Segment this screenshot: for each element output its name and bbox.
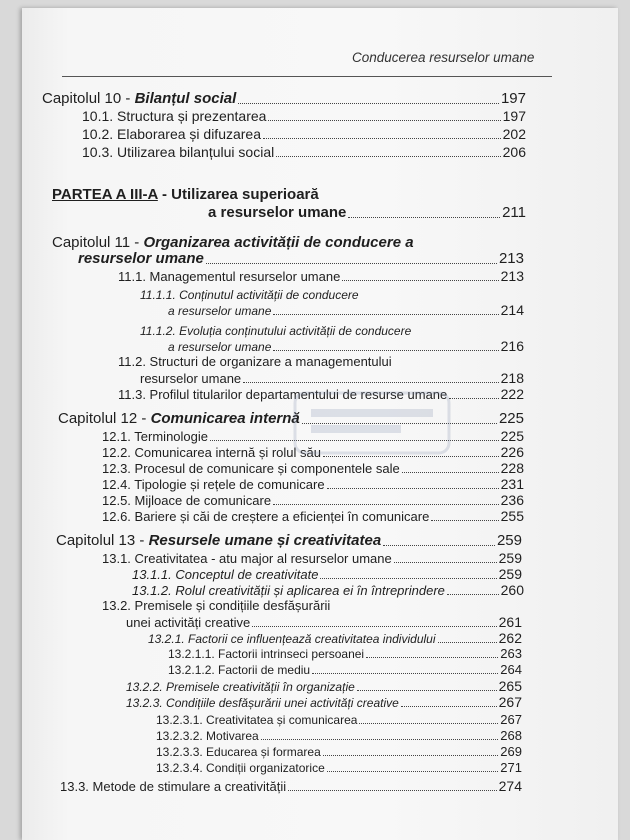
page-number: 214 [500, 302, 524, 318]
chapter-title-cont: resurselor umane [78, 250, 204, 267]
dot-leader [431, 520, 498, 521]
page-number: 259 [498, 566, 522, 582]
chapter-number: Capitolul 12 - [58, 410, 151, 427]
dot-leader [348, 217, 500, 218]
toc-entry [168, 338, 524, 354]
dot-leader [263, 138, 501, 139]
page-number: 202 [502, 126, 526, 142]
toc-entry [156, 744, 522, 759]
subsection-title: 13.1.2. Rolul creativității și aplicarea ei în întreprindere [132, 583, 445, 598]
page-number: 216 [500, 338, 524, 354]
toc-entry [156, 760, 522, 775]
toc-entry [102, 492, 524, 508]
dot-leader [273, 350, 498, 351]
toc-entry [148, 630, 522, 646]
dot-leader [394, 562, 497, 563]
section-title: 10.3. Utilizarea bilanțului social [82, 144, 275, 160]
subsubsection-title: 13.2.1.1. Factorii intrinseci persoanei [168, 647, 365, 661]
page-number: 213 [498, 250, 524, 267]
page-number: 206 [502, 144, 526, 160]
toc-entry [126, 694, 522, 710]
toc-entry [156, 712, 522, 727]
page-number: 267 [500, 712, 522, 727]
dot-leader [401, 706, 497, 707]
dot-leader [206, 263, 497, 264]
toc-entry [126, 614, 522, 630]
section-title: 10.2. Elaborarea și difuzarea [82, 126, 261, 142]
page-number: 271 [500, 760, 522, 775]
toc-entry [102, 508, 524, 524]
dot-leader [402, 472, 499, 473]
section-title: 10.1. Structura și prezentarea [82, 108, 267, 124]
section-title: 13.3. Metode de stimulare a creativității [60, 779, 287, 794]
dot-leader [273, 504, 499, 505]
toc-entry-line: 11.2. Structuri de organizare a managementului [118, 354, 392, 369]
chapter-number: Capitolul 10 - [42, 90, 135, 107]
page-number: 211 [502, 204, 526, 221]
page-number: 236 [500, 492, 524, 508]
toc-entry [102, 428, 524, 444]
toc-entry-line: 11.1.2. Evoluția conținutului activității de conducere [140, 324, 412, 338]
page-number: 259 [498, 550, 522, 566]
subsection-title: a resurselor umane [168, 340, 272, 354]
dot-leader [438, 642, 497, 643]
toc-entry-line: 11.1.1. Conținutul activității de conducere [140, 288, 359, 302]
part-title-cont: a resurselor umane [208, 204, 347, 221]
toc-entry [168, 302, 524, 318]
chapter-title: Organizarea activității de conducere a [143, 234, 414, 251]
toc-entry [82, 126, 526, 142]
dot-leader [268, 120, 500, 121]
toc-entry-chapter-11 [52, 234, 414, 251]
section-title: 12.4. Tipologie și rețele de comunicare [102, 477, 325, 492]
dot-leader [288, 790, 496, 791]
subsubsection-title: 13.2.3.1. Creativitatea și comunicarea [156, 713, 358, 727]
toc-entry [118, 268, 524, 284]
page-number: 231 [500, 476, 524, 492]
chapter-title: Comunicarea internă [150, 410, 300, 427]
page-number: 274 [498, 778, 522, 794]
page-number: 228 [500, 460, 524, 476]
subsection-title: 13.2.1. Factorii ce influențează creativitatea individului [148, 632, 436, 646]
dot-leader [447, 594, 499, 595]
page-number: 197 [502, 108, 526, 124]
dot-leader [323, 456, 499, 457]
section-title: 12.6. Bariere și căi de creștere a eficienței în comunicare [102, 509, 430, 524]
dot-leader [302, 423, 497, 424]
subsubsection-title: 13.2.1.2. Factorii de mediu [168, 663, 311, 677]
page-number: 262 [498, 630, 522, 646]
toc-entry-chapter-13 [56, 532, 522, 549]
chapter-number: Capitolul 13 - [56, 532, 149, 549]
toc-entry [156, 728, 522, 743]
subsubsection-title: 13.2.3.4. Condiții organizatorice [156, 761, 325, 775]
toc-entry-part-3 [52, 186, 319, 203]
page-number: 225 [500, 428, 524, 444]
header-rule [62, 76, 552, 77]
toc-entry [78, 250, 524, 267]
page-number: 264 [500, 662, 522, 677]
part-title: - Utilizarea superioară [157, 186, 319, 203]
dot-leader [449, 398, 498, 399]
dot-leader [342, 280, 498, 281]
toc-entry [102, 460, 524, 476]
dot-leader [210, 440, 499, 441]
page-number: 255 [500, 508, 524, 524]
page-number: 260 [500, 582, 524, 598]
dot-leader [327, 488, 499, 489]
page-number: 226 [500, 444, 524, 460]
section-title: 12.5. Mijloace de comunicare [102, 493, 272, 508]
dot-leader [366, 657, 498, 658]
subsection-title: 13.2.3. Condițiile desfășurării unei activități creative [126, 696, 399, 710]
page-number: 263 [500, 646, 522, 661]
page-number: 265 [498, 678, 522, 694]
subsection-title: 13.2.2. Premisele creativității în organizație [126, 680, 355, 694]
section-title: 12.1. Terminologie [102, 429, 208, 444]
subsubsection-title: 13.2.3.2. Motivarea [156, 729, 259, 743]
dot-leader [273, 314, 498, 315]
toc-entry-chapter-10 [42, 90, 526, 107]
dot-leader [312, 673, 498, 674]
toc-entry [132, 566, 522, 582]
dot-leader [238, 103, 499, 104]
toc-entry [102, 550, 522, 566]
page-number: 197 [500, 90, 526, 107]
running-head: Conducerea resurselor umane [352, 50, 535, 65]
section-title: unei activități creative [126, 615, 251, 630]
toc-entry [82, 108, 526, 124]
dot-leader [276, 156, 500, 157]
page-number: 267 [498, 694, 522, 710]
toc-entry-line: 13.2. Premisele și condițiile desfășurării [102, 598, 331, 613]
page-number: 225 [498, 410, 524, 427]
toc-entry [126, 678, 522, 694]
toc-entry [82, 144, 526, 160]
dot-leader [261, 739, 499, 740]
section-title: 12.3. Procesul de comunicare și componentele sale [102, 461, 400, 476]
dot-leader [320, 578, 496, 579]
section-title: 12.2. Comunicarea internă și rolul său [102, 445, 321, 460]
chapter-title: Resursele umane și creativitatea [148, 532, 382, 549]
toc-entry [102, 444, 524, 460]
toc-entry [102, 476, 524, 492]
dot-leader [252, 626, 496, 627]
page-number: 213 [500, 268, 524, 284]
dot-leader [243, 382, 498, 383]
page-number: 268 [500, 728, 522, 743]
toc-entry [140, 370, 524, 386]
subsection-title: 13.1.1. Conceptul de creativitate [132, 567, 319, 582]
subsubsection-title: 13.2.3.3. Educarea și formarea [156, 745, 321, 759]
chapter-number: Capitolul 11 - [52, 234, 144, 251]
toc-entry [60, 778, 522, 794]
toc-entry-chapter-12 [58, 410, 524, 427]
subsection-title: a resurselor umane [168, 304, 272, 318]
page-number: 259 [496, 532, 522, 549]
book-page [22, 8, 618, 840]
dot-leader [323, 755, 499, 756]
chapter-title: Bilanțul social [134, 90, 237, 107]
part-number: PARTEA A III-A [52, 186, 158, 203]
section-title: 13.1. Creativitatea - atu major al resurselor umane [102, 551, 392, 566]
toc-entry [168, 662, 522, 677]
toc-entry [168, 646, 522, 661]
page-number: 269 [500, 744, 522, 759]
toc-entry [208, 204, 526, 221]
section-title: 11.3. Profilul titularilor departamentului de resurse umane [118, 387, 448, 402]
dot-leader [359, 723, 498, 724]
toc-entry [118, 386, 524, 402]
page-number: 218 [500, 370, 524, 386]
page-number: 261 [498, 614, 522, 630]
dot-leader [327, 771, 499, 772]
dot-leader [383, 545, 495, 546]
section-title: 11.1. Managementul resurselor umane [118, 269, 341, 284]
dot-leader [357, 690, 497, 691]
section-title: resurselor umane [140, 371, 242, 386]
page-number: 222 [500, 386, 524, 402]
toc-entry [132, 582, 524, 598]
